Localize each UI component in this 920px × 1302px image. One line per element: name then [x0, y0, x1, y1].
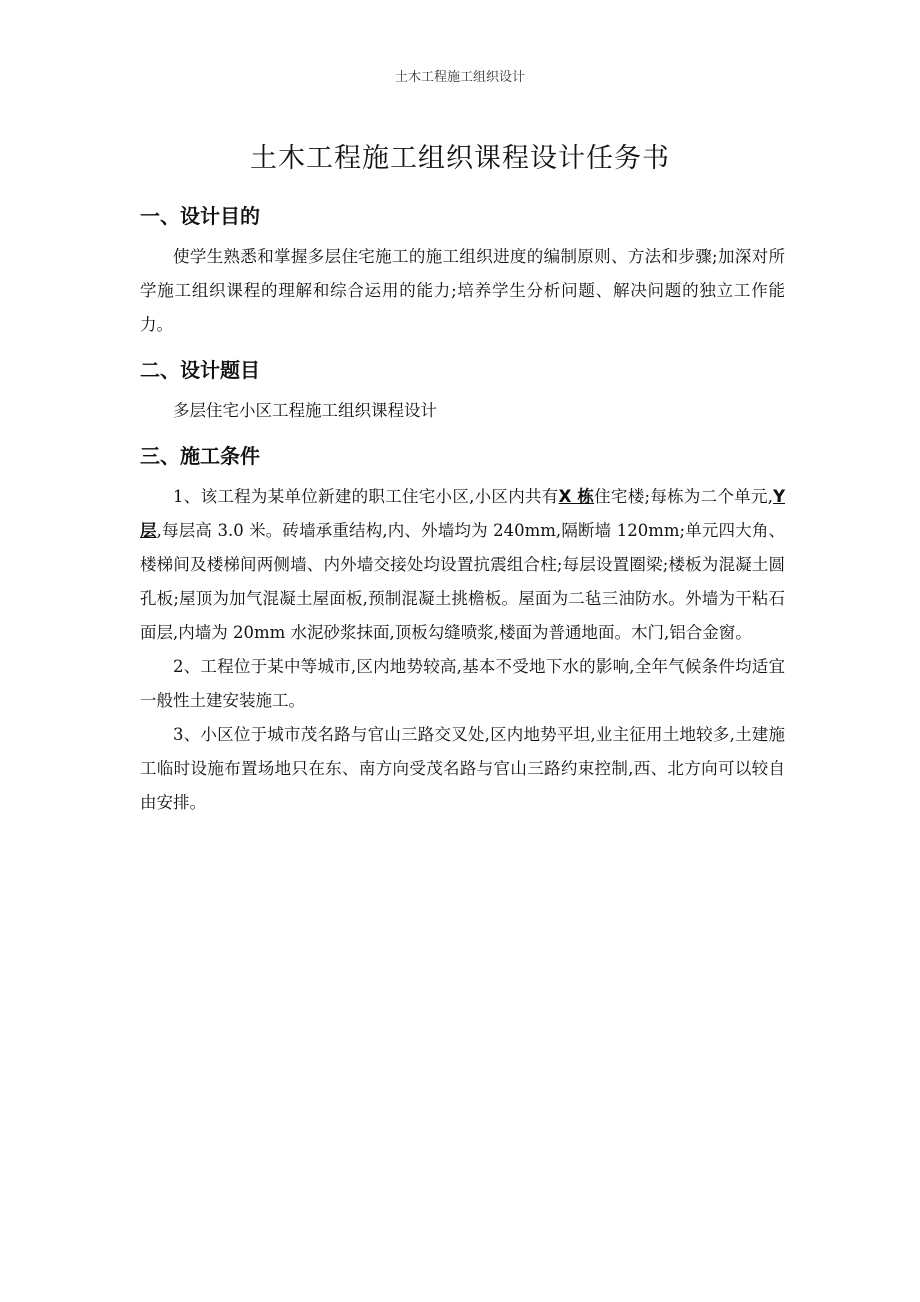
- conditions-item-1-part-1: 1、该工程为某单位新建的职工住宅小区,小区内共有: [173, 487, 559, 506]
- document-body: [140, 200, 785, 820]
- floor-count-variable: Y 层: [140, 487, 786, 540]
- section-heading-topic: 二、设计题目: [140, 358, 260, 382]
- conditions-item-1-part-3: ,每层高 3.0 米。砖墙承重结构,内、外墙均为 240mm,隔断墙 120mm;单元四大角、楼梯间及楼梯间两侧墙、内外墙交接处均设置抗震组合柱;每层设置圈梁;楼板为混凝土圆孔板;屋顶为加气混凝土屋面板,预制混凝土挑檐板。屋面为二毡三油防水。外墙为干粘石面层,内墙为 20mm 水泥砂浆抹面,顶板勾缝喷浆,楼面为普通地面。木门,铝合金窗。: [140, 521, 786, 642]
- section-topic: [140, 354, 785, 428]
- conditions-item-1: [140, 480, 785, 650]
- conditions-item-3: 3、小区位于城市茂名路与官山三路交叉处,区内地势平坦,业主征用土地较多,土建施工临时设施布置场地只在东、南方向受茂名路与官山三路约束控制,西、北方向可以较自由安排。: [140, 725, 785, 812]
- running-header: 土木工程施工组织设计: [394, 70, 525, 85]
- conditions-item-2: 2、工程位于某中等城市,区内地势较高,基本不受地下水的影响,全年气候条件均适宜一般性土建安装施工。: [140, 657, 785, 710]
- document-title: 土木工程施工组织课程设计任务书: [250, 143, 670, 175]
- purpose-paragraph: 使学生熟悉和掌握多层住宅施工的施工组织进度的编制原则、方法和步骤;加深对所学施工组织课程的理解和综合运用的能力;培养学生分析问题、解决问题的独立工作能力。: [140, 247, 785, 334]
- building-count-variable: X 栋: [558, 487, 595, 506]
- topic-paragraph: 多层住宅小区工程施工组织课程设计: [173, 401, 437, 420]
- section-purpose: [140, 200, 785, 342]
- section-heading-purpose: 一、设计目的: [140, 204, 260, 228]
- conditions-item-1-part-2: 住宅楼;每栋为二个单元,: [594, 487, 774, 506]
- section-heading-conditions: 三、施工条件: [140, 444, 260, 468]
- section-conditions: [140, 440, 785, 820]
